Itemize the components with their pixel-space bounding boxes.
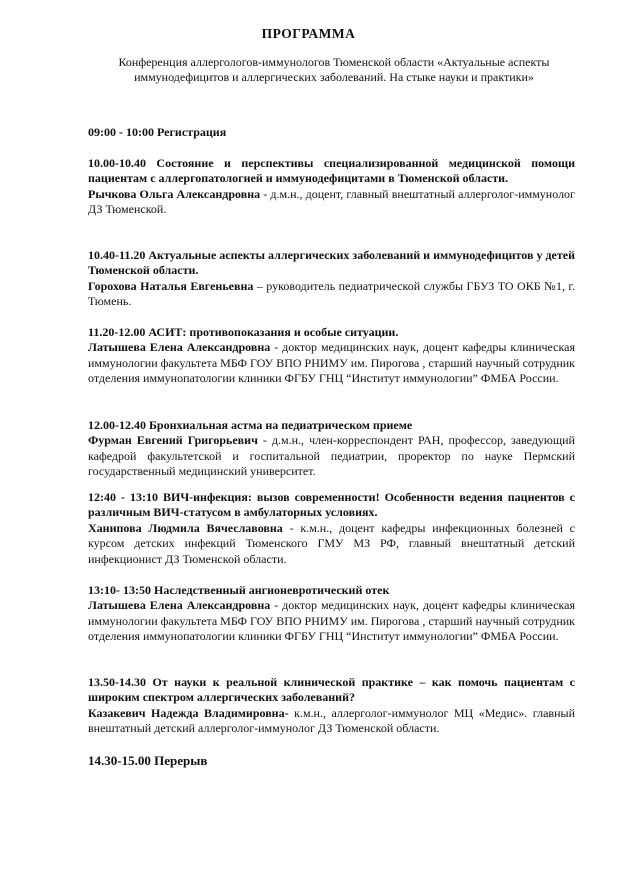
session-item <box>88 675 575 737</box>
speaker-affiliation: – руководитель педиатрической службы ГБУЗ ТО ОКБ №1, г. Тюмень. <box>88 278 575 309</box>
speaker-name: Фурман Евгений Григорьевич <box>88 433 258 448</box>
conference-subtitle: Конференция аллергологов-иммунологов Тюменской области «Актуальные аспекты иммунодефицитов и аллергических заболеваний. На стыке науки и практики» <box>118 55 550 84</box>
speaker-name: Рычкова Ольга Александровна <box>88 186 261 201</box>
speaker-affiliation: - д.м.н., доцент, главный внештатный аллерголог-иммунолог ДЗ Тюменской. <box>88 186 575 217</box>
session-head: 10.00-10.40 Состояние и перспективы специализированной медицинской помощи пациентам с аллергопатологией и иммунодефицитами в Тюменской области. <box>88 156 575 186</box>
speaker-name: Латышева Елена Александровна <box>88 598 271 613</box>
speaker-affiliation: к.м.н., аллерголог-иммунолог МЦ «Медис». главный внештатный детский аллерголог-иммунолог ДЗ Тюменской области. <box>88 705 575 736</box>
speaker-name: Ханипова Людмила Вячеславовна <box>88 520 283 535</box>
speaker-affiliation: - к.м.н., доцент кафедры инфекционных болезней с курсом детских инфекций Тюменского ГМУ МЗ РФ, главный внештатный детский инфекционист ДЗ Тюменской области. <box>88 520 575 566</box>
speaker-name: Казакевич Надежда Владимировна- <box>88 705 289 720</box>
session-head: 13.50-14.30 От науки к реальной клинической практике – как помочь пациентам с широким спектром аллергических заболеваний? <box>88 675 575 705</box>
session-item <box>88 490 575 567</box>
session-head: 12.00-12.40 Бронхиальная астма на педиатрическом приеме <box>88 418 413 432</box>
speaker-affiliation: - д.м.н., член-корреспондент РАН, профессор, заведующий кафедрой факультетской и госпитальной педиатрии, проректор по науке Пермский государственный медицинский университет. <box>88 433 575 479</box>
speaker-affiliation: - доктор медицинских наук, доцент кафедры клиническая иммунологии факультета МБФ ГОУ ВПО РНИМУ им. Пирогова , старший научный сотрудник отделения иммунопатологии клиники ФГБУ ГНЦ “Институт иммунологии” ФМБА России. <box>88 598 575 644</box>
page-title: ПРОГРАММА <box>261 26 356 41</box>
session-head: 12:40 - 13:10 ВИЧ-инфекция: вызов современности! Особенности ведения пациентов с различным ВИЧ-статусом в амбулаторных условиях. <box>88 490 575 520</box>
session-head: 10.40-11.20 Актуальные аспекты аллергических заболеваний и иммунодефицитов у детей Тюменской области. <box>88 248 575 278</box>
speaker-affiliation: - доктор медицинских наук, доцент кафедры клиническая иммунологии факультета МБФ ГОУ ВПО РНИМУ им. Пирогова , старший научный сотрудник отделения иммунопатологии клиники ФГБУ ГНЦ “Институт иммунологии” ФМБА России. <box>88 340 575 386</box>
session-item <box>88 583 575 645</box>
session-head: 13:10- 13:50 Наследственный ангионевротический отек <box>88 583 390 597</box>
session-item <box>88 325 575 387</box>
session-head: 14.30-15.00 Перерыв <box>88 753 208 768</box>
session-head: 09:00 - 10:00 Регистрация <box>88 125 227 139</box>
speaker-name: Горохова Наталья Евгеньевна <box>88 278 254 293</box>
session-item <box>88 418 575 480</box>
speaker-name: Латышева Елена Александровна <box>88 340 271 355</box>
session-head: 11.20-12.00 АСИТ: противопоказания и особые ситуации. <box>88 325 399 339</box>
session-break <box>88 753 575 768</box>
session-item <box>88 248 575 310</box>
session-item <box>88 156 575 218</box>
session-registration <box>88 125 575 140</box>
